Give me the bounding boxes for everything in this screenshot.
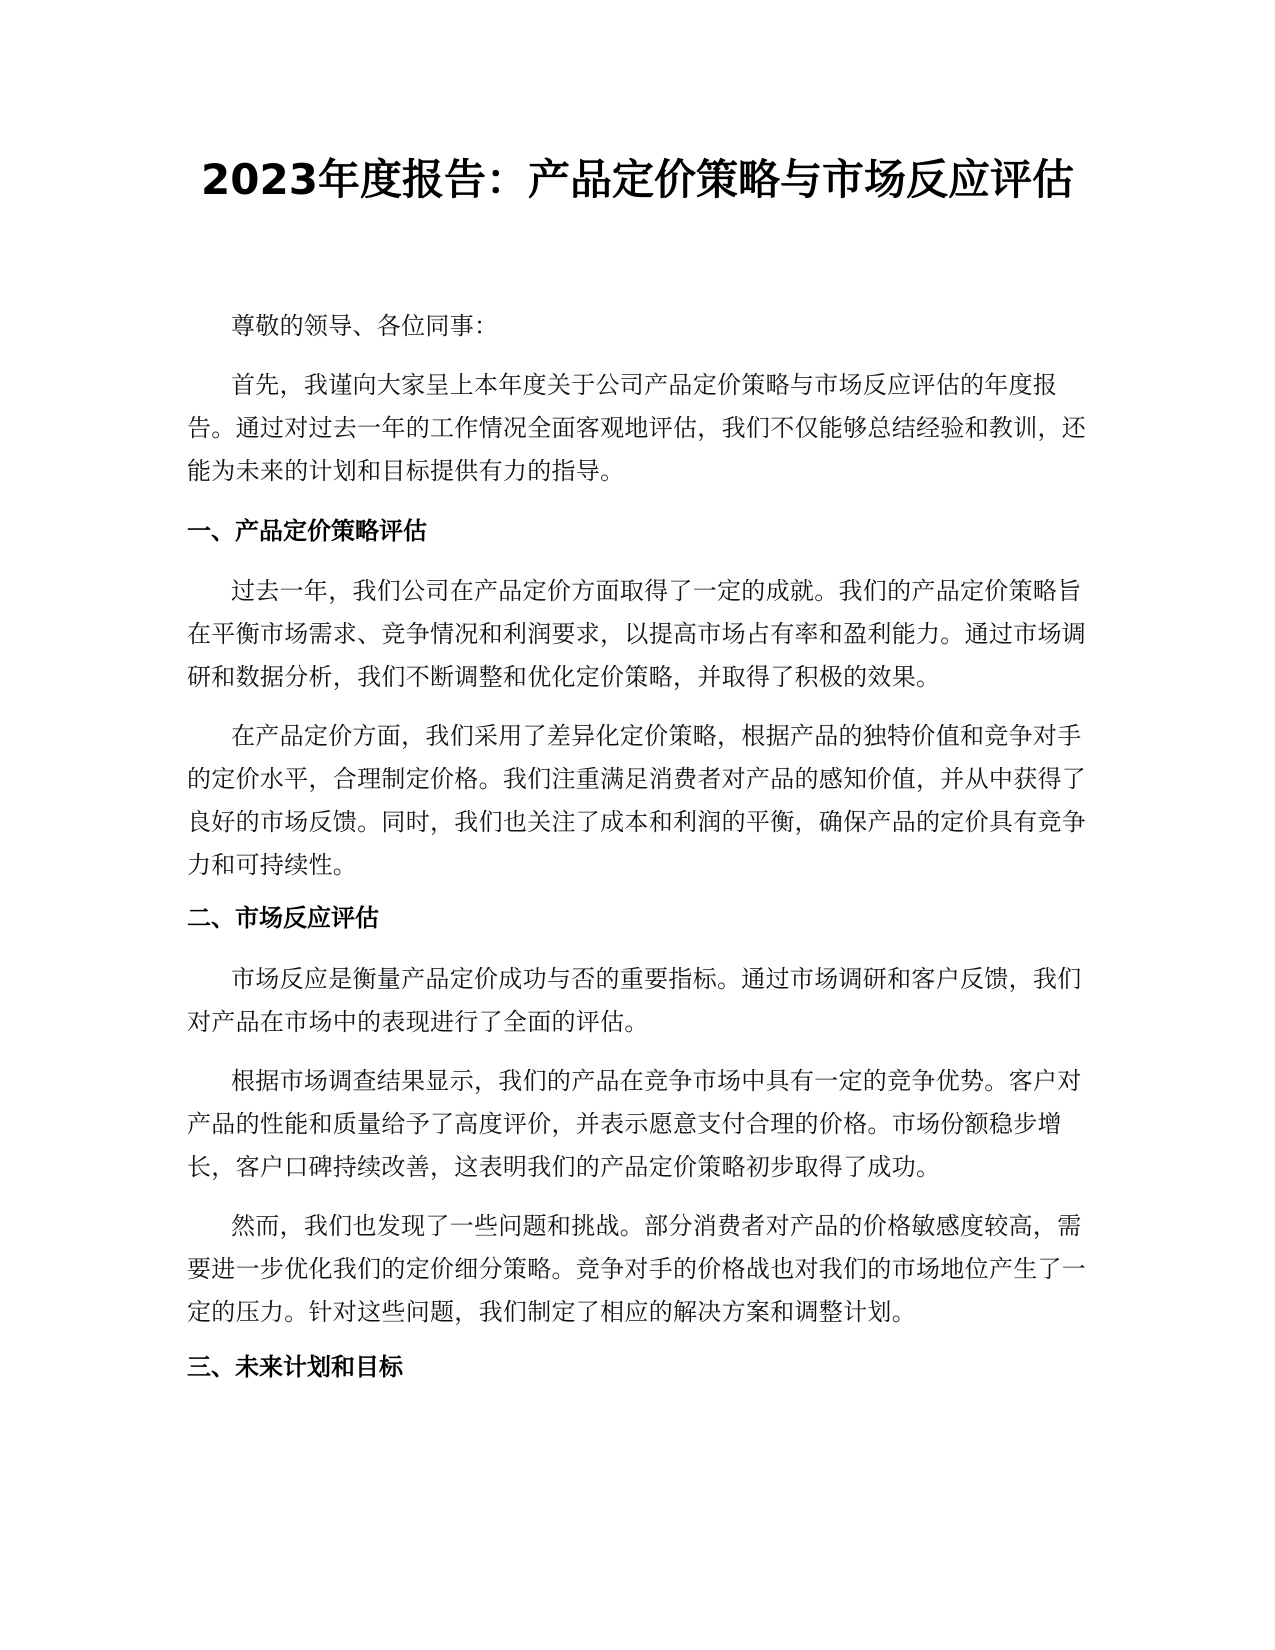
section2-paragraph-2: 根据市场调查结果显示，我们的产品在竞争市场中具有一定的竞争优势。客户对产品的性能和质量给予了高度评价，并表示愿意支付合理的价格。市场份额稳步增长，客户口碑持续改善，这表明我们的产品定价策略初步取得了成功。 [187, 1067, 1082, 1181]
section1-paragraph-1: 过去一年，我们公司在产品定价方面取得了一定的成就。我们的产品定价策略旨在平衡市场需求、竞争情况和利润要求，以提高市场占有率和盈利能力。通过市场调研和数据分析，我们不断调整和优化定价策略，并取得了积极的效果。 [187, 577, 1087, 691]
intro-paragraph: 首先，我谨向大家呈上本年度关于公司产品定价策略与市场反应评估的年度报告。通过对过去一年的工作情况全面客观地评估，我们不仅能够总结经验和教训，还能为未来的计划和目标提供有力的指导。 [187, 371, 1087, 485]
section2-paragraph-3: 然而，我们也发现了一些问题和挑战。部分消费者对产品的价格敏感度较高，需要进一步优化我们的定价细分策略。竞争对手的价格战也对我们的市场地位产生了一定的压力。针对这些问题，我们制定了相应的解决方案和调整计划。 [187, 1212, 1087, 1326]
section-heading-pricing-strategy: 一、产品定价策略评估 [187, 517, 427, 545]
section-heading-future-plans: 三、未来计划和目标 [187, 1353, 403, 1381]
section2-paragraph-1: 市场反应是衡量产品定价成功与否的重要指标。通过市场调研和客户反馈，我们对产品在市场中的表现进行了全面的评估。 [187, 965, 1082, 1036]
salutation: 尊敬的领导、各位同事： [231, 312, 499, 340]
section1-paragraph-2: 在产品定价方面，我们采用了差异化定价策略，根据产品的独特价值和竞争对手的定价水平，合理制定价格。我们注重满足消费者对产品的感知价值，并从中获得了良好的市场反馈。同时，我们也关注了成本和利润的平衡，确保产品的定价具有竞争力和可持续性。 [187, 722, 1087, 879]
document-title: 2023年度报告：产品定价策略与市场反应评估 [201, 155, 1074, 204]
section-heading-market-response: 二、市场反应评估 [187, 904, 379, 932]
